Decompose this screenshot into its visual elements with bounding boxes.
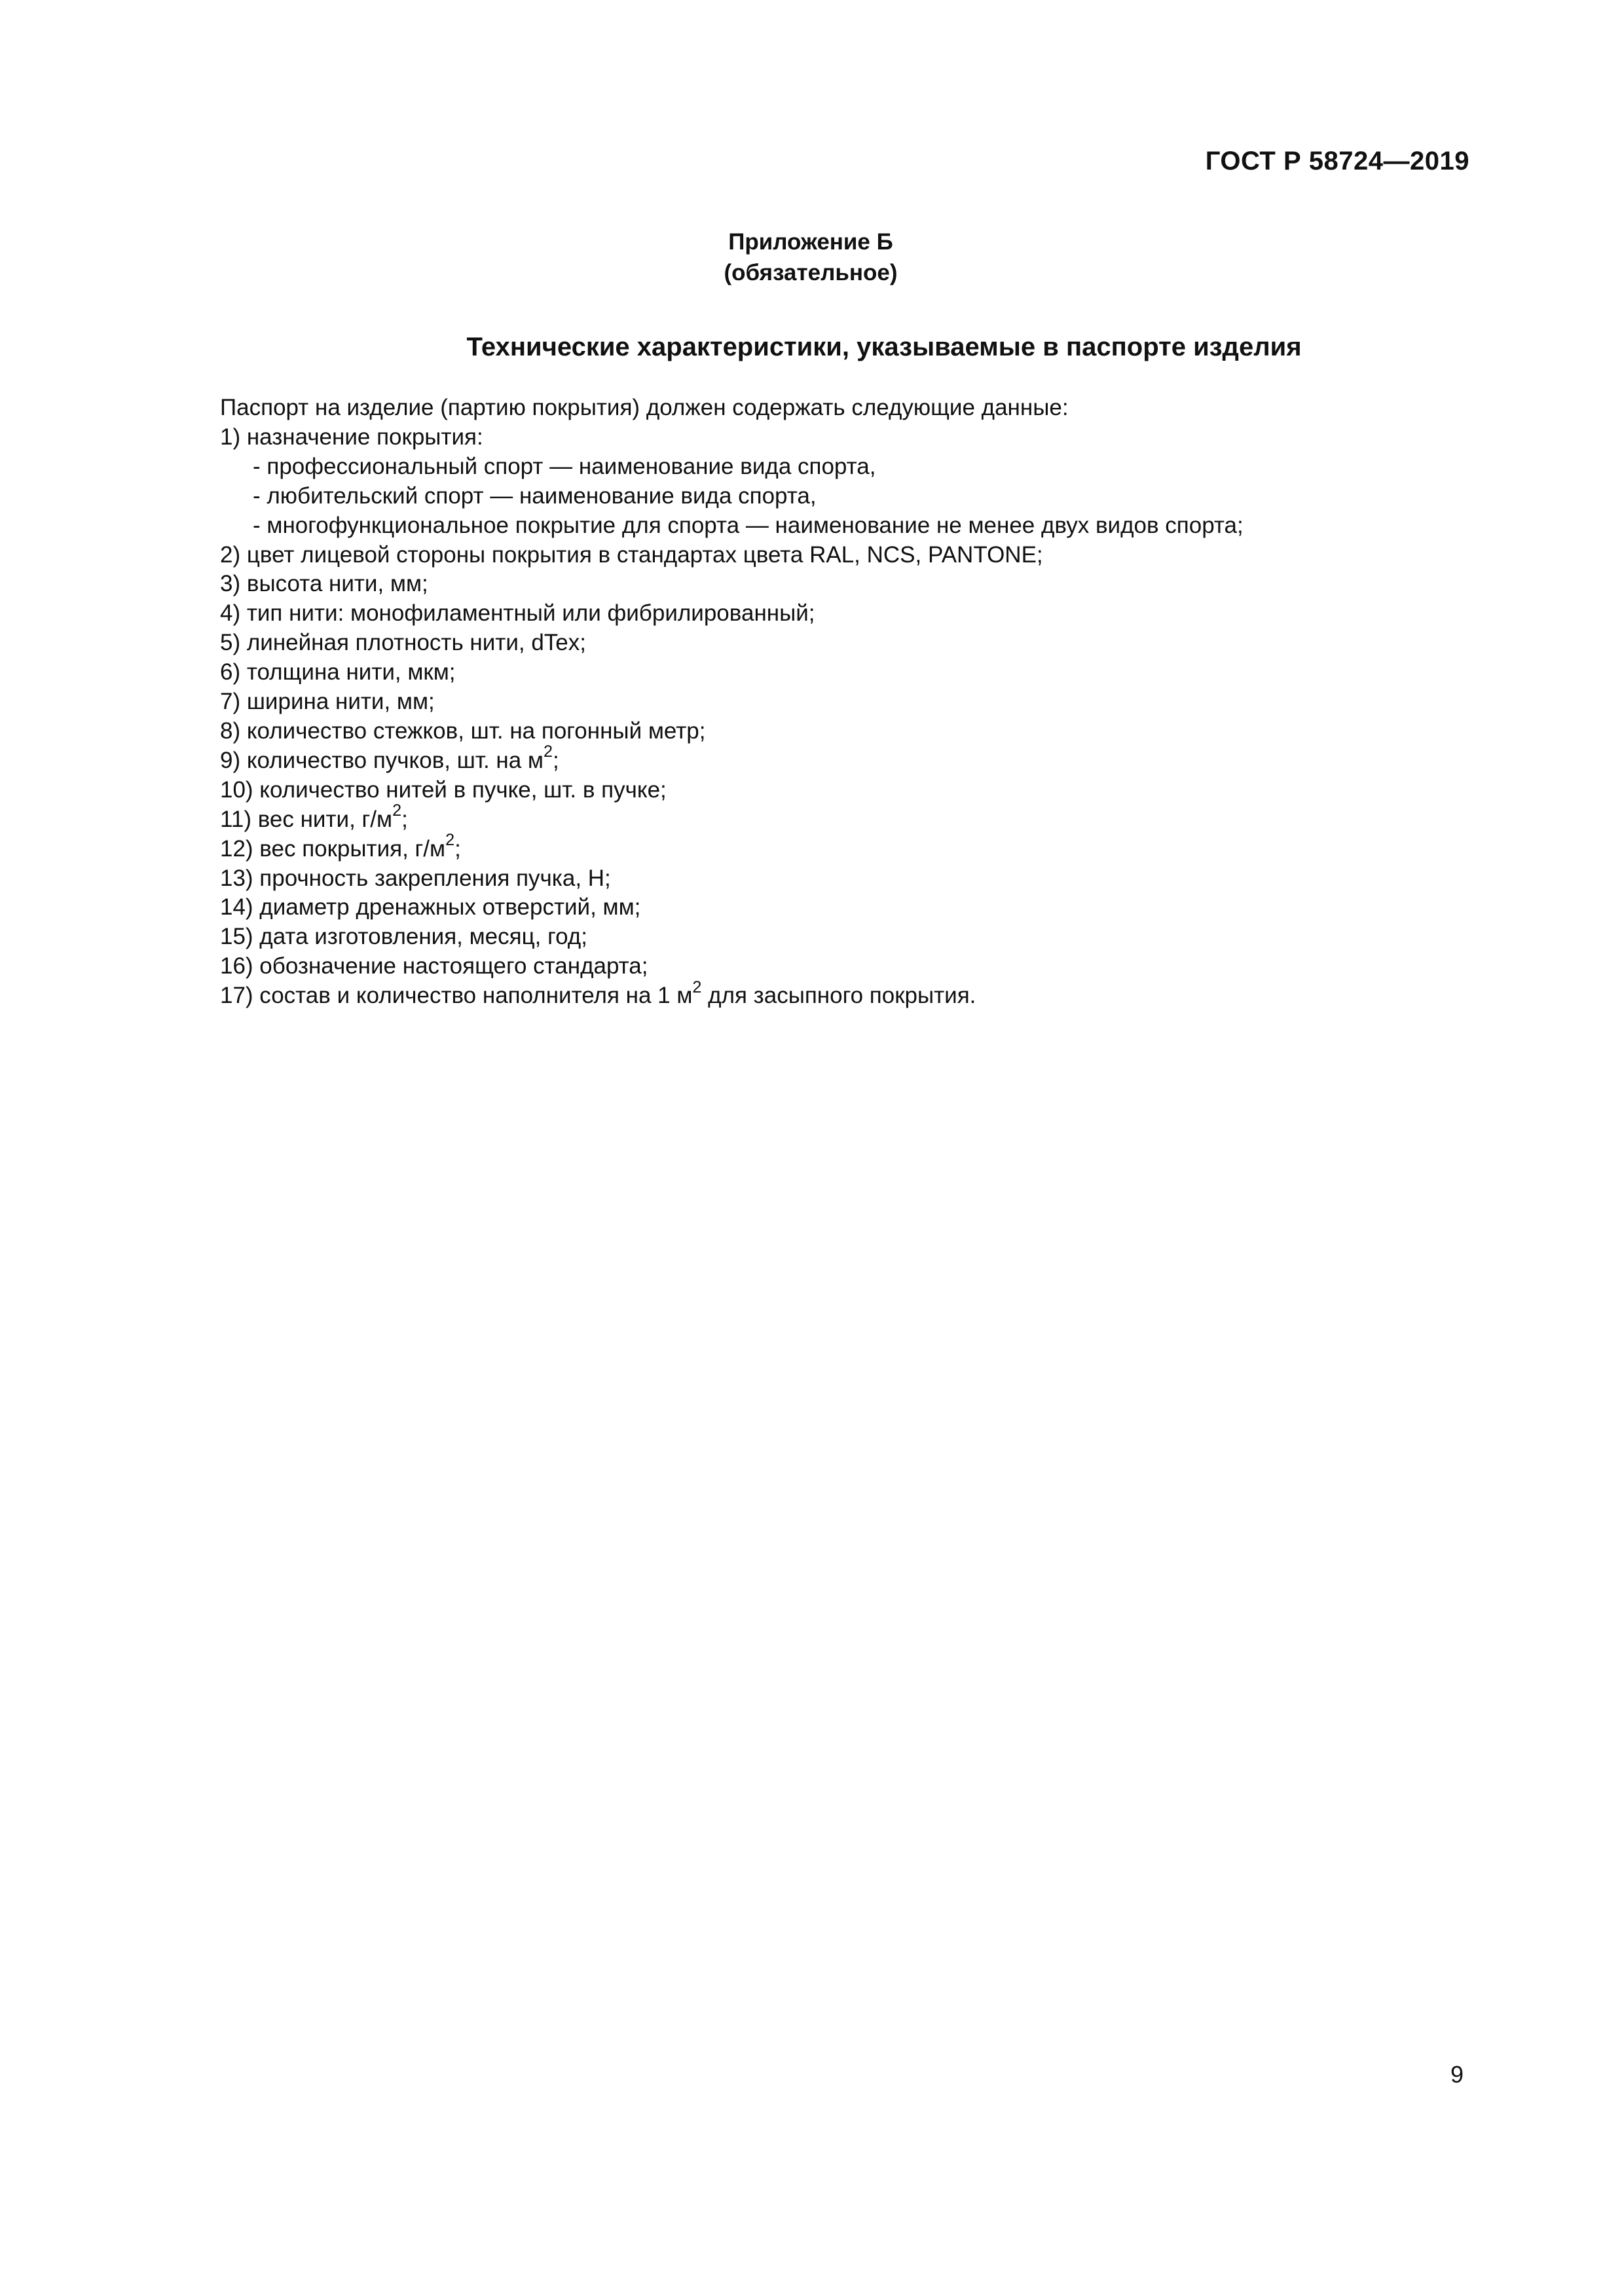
list-item-text: для засыпного покрытия. <box>701 983 976 1009</box>
list-item <box>220 831 1464 864</box>
list-item: 14) диаметр дренажных отверстий, мм; <box>220 894 641 920</box>
section-title: Технические характеристики, указываемые в паспорте изделия <box>466 333 1302 361</box>
annex-heading <box>72 227 1624 288</box>
annex-status: (обязательное) <box>724 260 898 285</box>
annex-title: Приложение Б <box>728 229 893 255</box>
superscript: 2 <box>445 831 455 850</box>
superscript: 2 <box>692 977 702 996</box>
list-item-text: 17) состав и количество наполнителя на 1 м <box>220 983 693 1009</box>
superscript: 2 <box>544 742 553 761</box>
list-item: 10) количество нитей в пучке, шт. в пучке; <box>220 776 667 803</box>
list-item-text: ; <box>401 806 408 832</box>
list-item: 8) количество стежков, шт. на погонный метр; <box>220 718 706 744</box>
list-item: 16) обозначение настоящего стандарта; <box>220 953 648 979</box>
list-item-text: ; <box>454 835 461 862</box>
list-item-text: ; <box>553 747 559 773</box>
document-code: ГОСТ Р 58724—2019 <box>1205 147 1469 175</box>
list-item: 1) назначение покрытия: <box>220 424 483 450</box>
list-item: 15) дата изготовления, месяц, год; <box>220 924 587 950</box>
list-item: 4) тип нити: монофиламентный или фибрилированный; <box>220 600 815 627</box>
sub-list-item: - любительский спорт — наименование вида спорта, <box>253 483 817 509</box>
list-item-text: 11) вес нити, г/м <box>220 806 393 832</box>
list-item-text: 9) количество пучков, шт. на м <box>220 747 544 773</box>
superscript: 2 <box>392 801 402 820</box>
passport-data-list <box>220 393 1464 1011</box>
list-item-text: 12) вес покрытия, г/м <box>220 835 446 862</box>
sub-list-item: - многофункциональное покрытие для спорта — наименование не менее двух видов спорта; <box>253 512 1244 538</box>
list-item <box>220 977 1464 1011</box>
page-number: 9 <box>1450 2061 1464 2088</box>
list-item: 6) толщина нити, мкм; <box>220 659 456 685</box>
list-item <box>220 742 1464 776</box>
list-item <box>220 801 1464 835</box>
sub-list-item: - профессиональный спорт — наименование вида спорта, <box>253 453 876 479</box>
list-item: 5) линейная плотность нити, dTex; <box>220 630 586 656</box>
list-item: 3) высота нити, мм; <box>220 571 428 597</box>
list-item: 13) прочность закрепления пучка, Н; <box>220 865 611 891</box>
intro-paragraph: Паспорт на изделие (партию покрытия) должен содержать следующие данные: <box>220 395 1069 420</box>
list-item: 2) цвет лицевой стороны покрытия в стандартах цвета RAL, NCS, PANTONE; <box>220 541 1043 568</box>
list-item: 7) ширина нити, мм; <box>220 689 435 715</box>
